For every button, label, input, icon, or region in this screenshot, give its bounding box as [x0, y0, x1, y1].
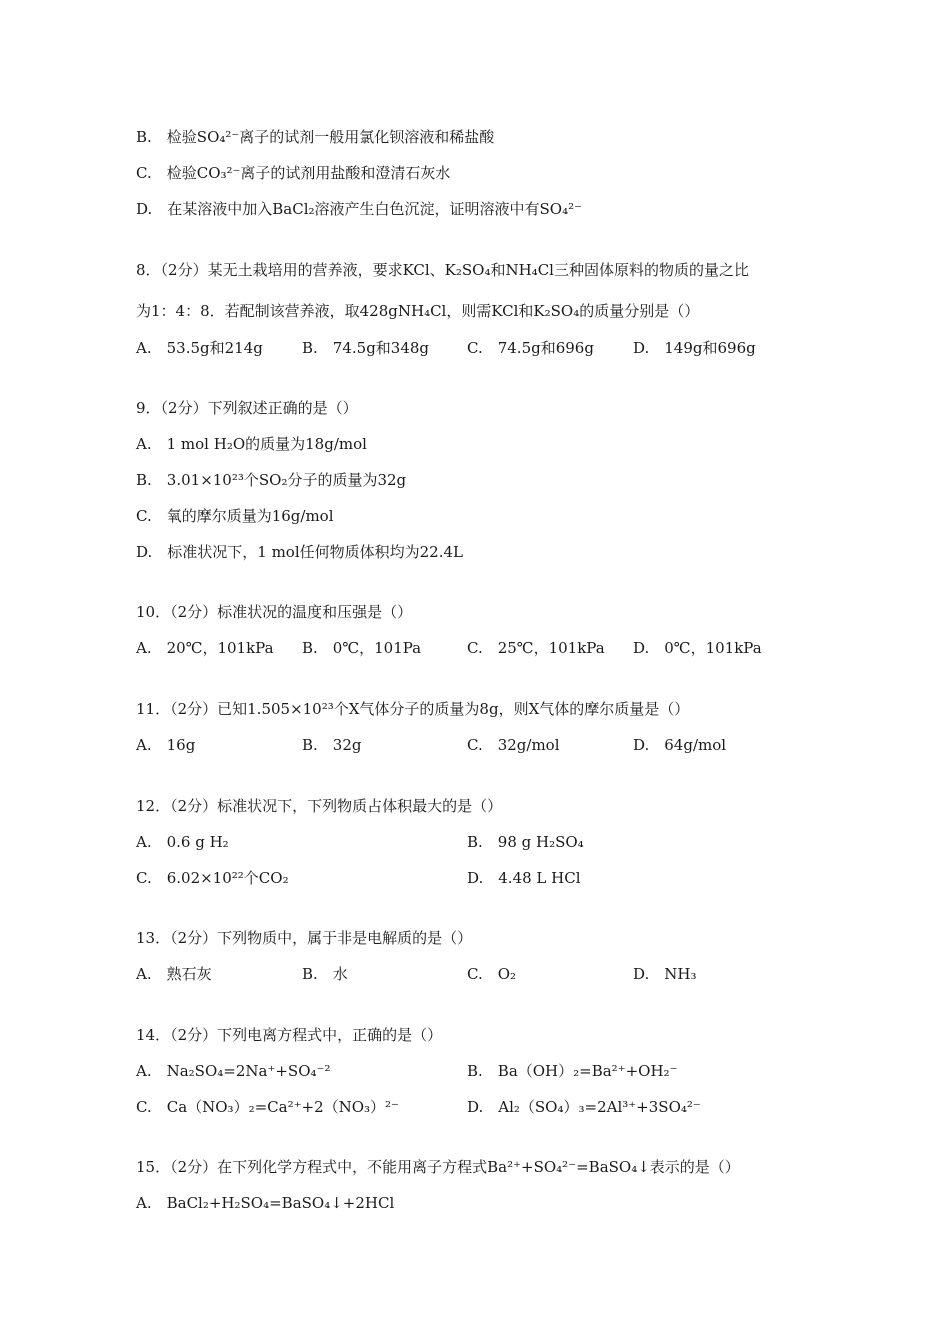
- q15-option-a: A. BaCl₂+H₂SO₄=BaSO₄↓+2HCl: [136, 1194, 395, 1212]
- q7-option-b: B. 检验SO₄²⁻离子的试剂一般用氯化钡溶液和稀盐酸: [136, 128, 495, 146]
- q11-option-c: C. 32g/mol: [467, 736, 560, 754]
- q13-option-d: D. NH₃: [633, 965, 697, 983]
- q12-option-a: A. 0.6 g H₂: [136, 833, 229, 851]
- q9-option-b: B. 3.01×10²³个SO₂分子的质量为32g: [136, 471, 407, 489]
- q14-option-a: A. Na₂SO₄=2Na⁺+SO₄⁻²: [136, 1062, 331, 1080]
- q11-option-d: D. 64g/mol: [633, 736, 727, 754]
- q11-option-b: B. 32g: [302, 736, 362, 754]
- q12-stem: 12．（2分）标准状况下，下列物质占体积最大的是（）: [136, 797, 503, 815]
- q9-option-c: C. 氧的摩尔质量为16g/mol: [136, 507, 334, 525]
- q14-option-b: B. Ba（OH）₂=Ba²⁺+OH₂⁻: [467, 1062, 678, 1080]
- q12-option-d: D. 4.48 L HCl: [467, 869, 581, 887]
- q10-option-c: C. 25℃，101kPa: [467, 639, 605, 657]
- q13-option-a: A. 熟石灰: [136, 965, 212, 983]
- q8-option-b: B. 74.5g和348g: [302, 339, 430, 357]
- q8-option-a: A. 53.5g和214g: [136, 339, 263, 357]
- q8-stem-line2: 为1：4：8．若配制该营养液，取428gNH₄Cl，则需KCl和K₂SO₄的质量分别是（）: [136, 302, 700, 320]
- q12-option-c: C. 6.02×10²²个CO₂: [136, 869, 289, 887]
- q7-option-d: D. 在某溶液中加入BaCl₂溶液产生白色沉淀，证明溶液中有SO₄²⁻: [136, 200, 583, 218]
- q13-option-b: B. 水: [302, 965, 348, 983]
- q8-option-d: D. 149g和696g: [633, 339, 756, 357]
- q7-option-c: C. 检验CO₃²⁻离子的试剂用盐酸和澄清石灰水: [136, 164, 451, 182]
- q12-option-b: B. 98 g H₂SO₄: [467, 833, 584, 851]
- q10-stem: 10．（2分）标准状况的温度和压强是（）: [136, 603, 413, 621]
- q13-stem: 13．（2分）下列物质中，属于非是电解质的是（）: [136, 929, 473, 947]
- q15-stem: 15．（2分）在下列化学方程式中，不能用离子方程式Ba²⁺+SO₄²⁻=BaSO₄↓表示的是（）: [136, 1158, 740, 1176]
- q10-option-b: B. 0℃，101Pa: [302, 639, 422, 657]
- q14-option-d: D. Al₂（SO₄）₃=2Al³⁺+3SO₄²⁻: [467, 1098, 701, 1116]
- q9-stem: 9．（2分）下列叙述正确的是（）: [136, 399, 358, 417]
- q14-stem: 14．（2分）下列电离方程式中，正确的是（）: [136, 1026, 443, 1044]
- q11-option-a: A. 16g: [136, 736, 196, 754]
- q9-option-d: D. 标准状况下，1 mol任何物质体积均为22.4L: [136, 543, 463, 561]
- q14-option-c: C. Ca（NO₃）₂=Ca²⁺+2（NO₃）²⁻: [136, 1098, 399, 1116]
- q13-option-c: C. O₂: [467, 965, 517, 983]
- q10-option-d: D. 0℃，101kPa: [633, 639, 762, 657]
- q8-option-c: C. 74.5g和696g: [467, 339, 594, 357]
- q11-stem: 11．（2分）已知1.505×10²³个X气体分子的质量为8g，则X气体的摩尔质量是（）: [136, 700, 690, 718]
- q8-stem-line1: 8．（2分）某无土栽培用的营养液，要求KCl、K₂SO₄和NH₄Cl三种固体原料的物质的量之比: [136, 261, 749, 279]
- q9-option-a: A. 1 mol H₂O的质量为18g/mol: [136, 435, 367, 453]
- q10-option-a: A. 20℃，101kPa: [136, 639, 274, 657]
